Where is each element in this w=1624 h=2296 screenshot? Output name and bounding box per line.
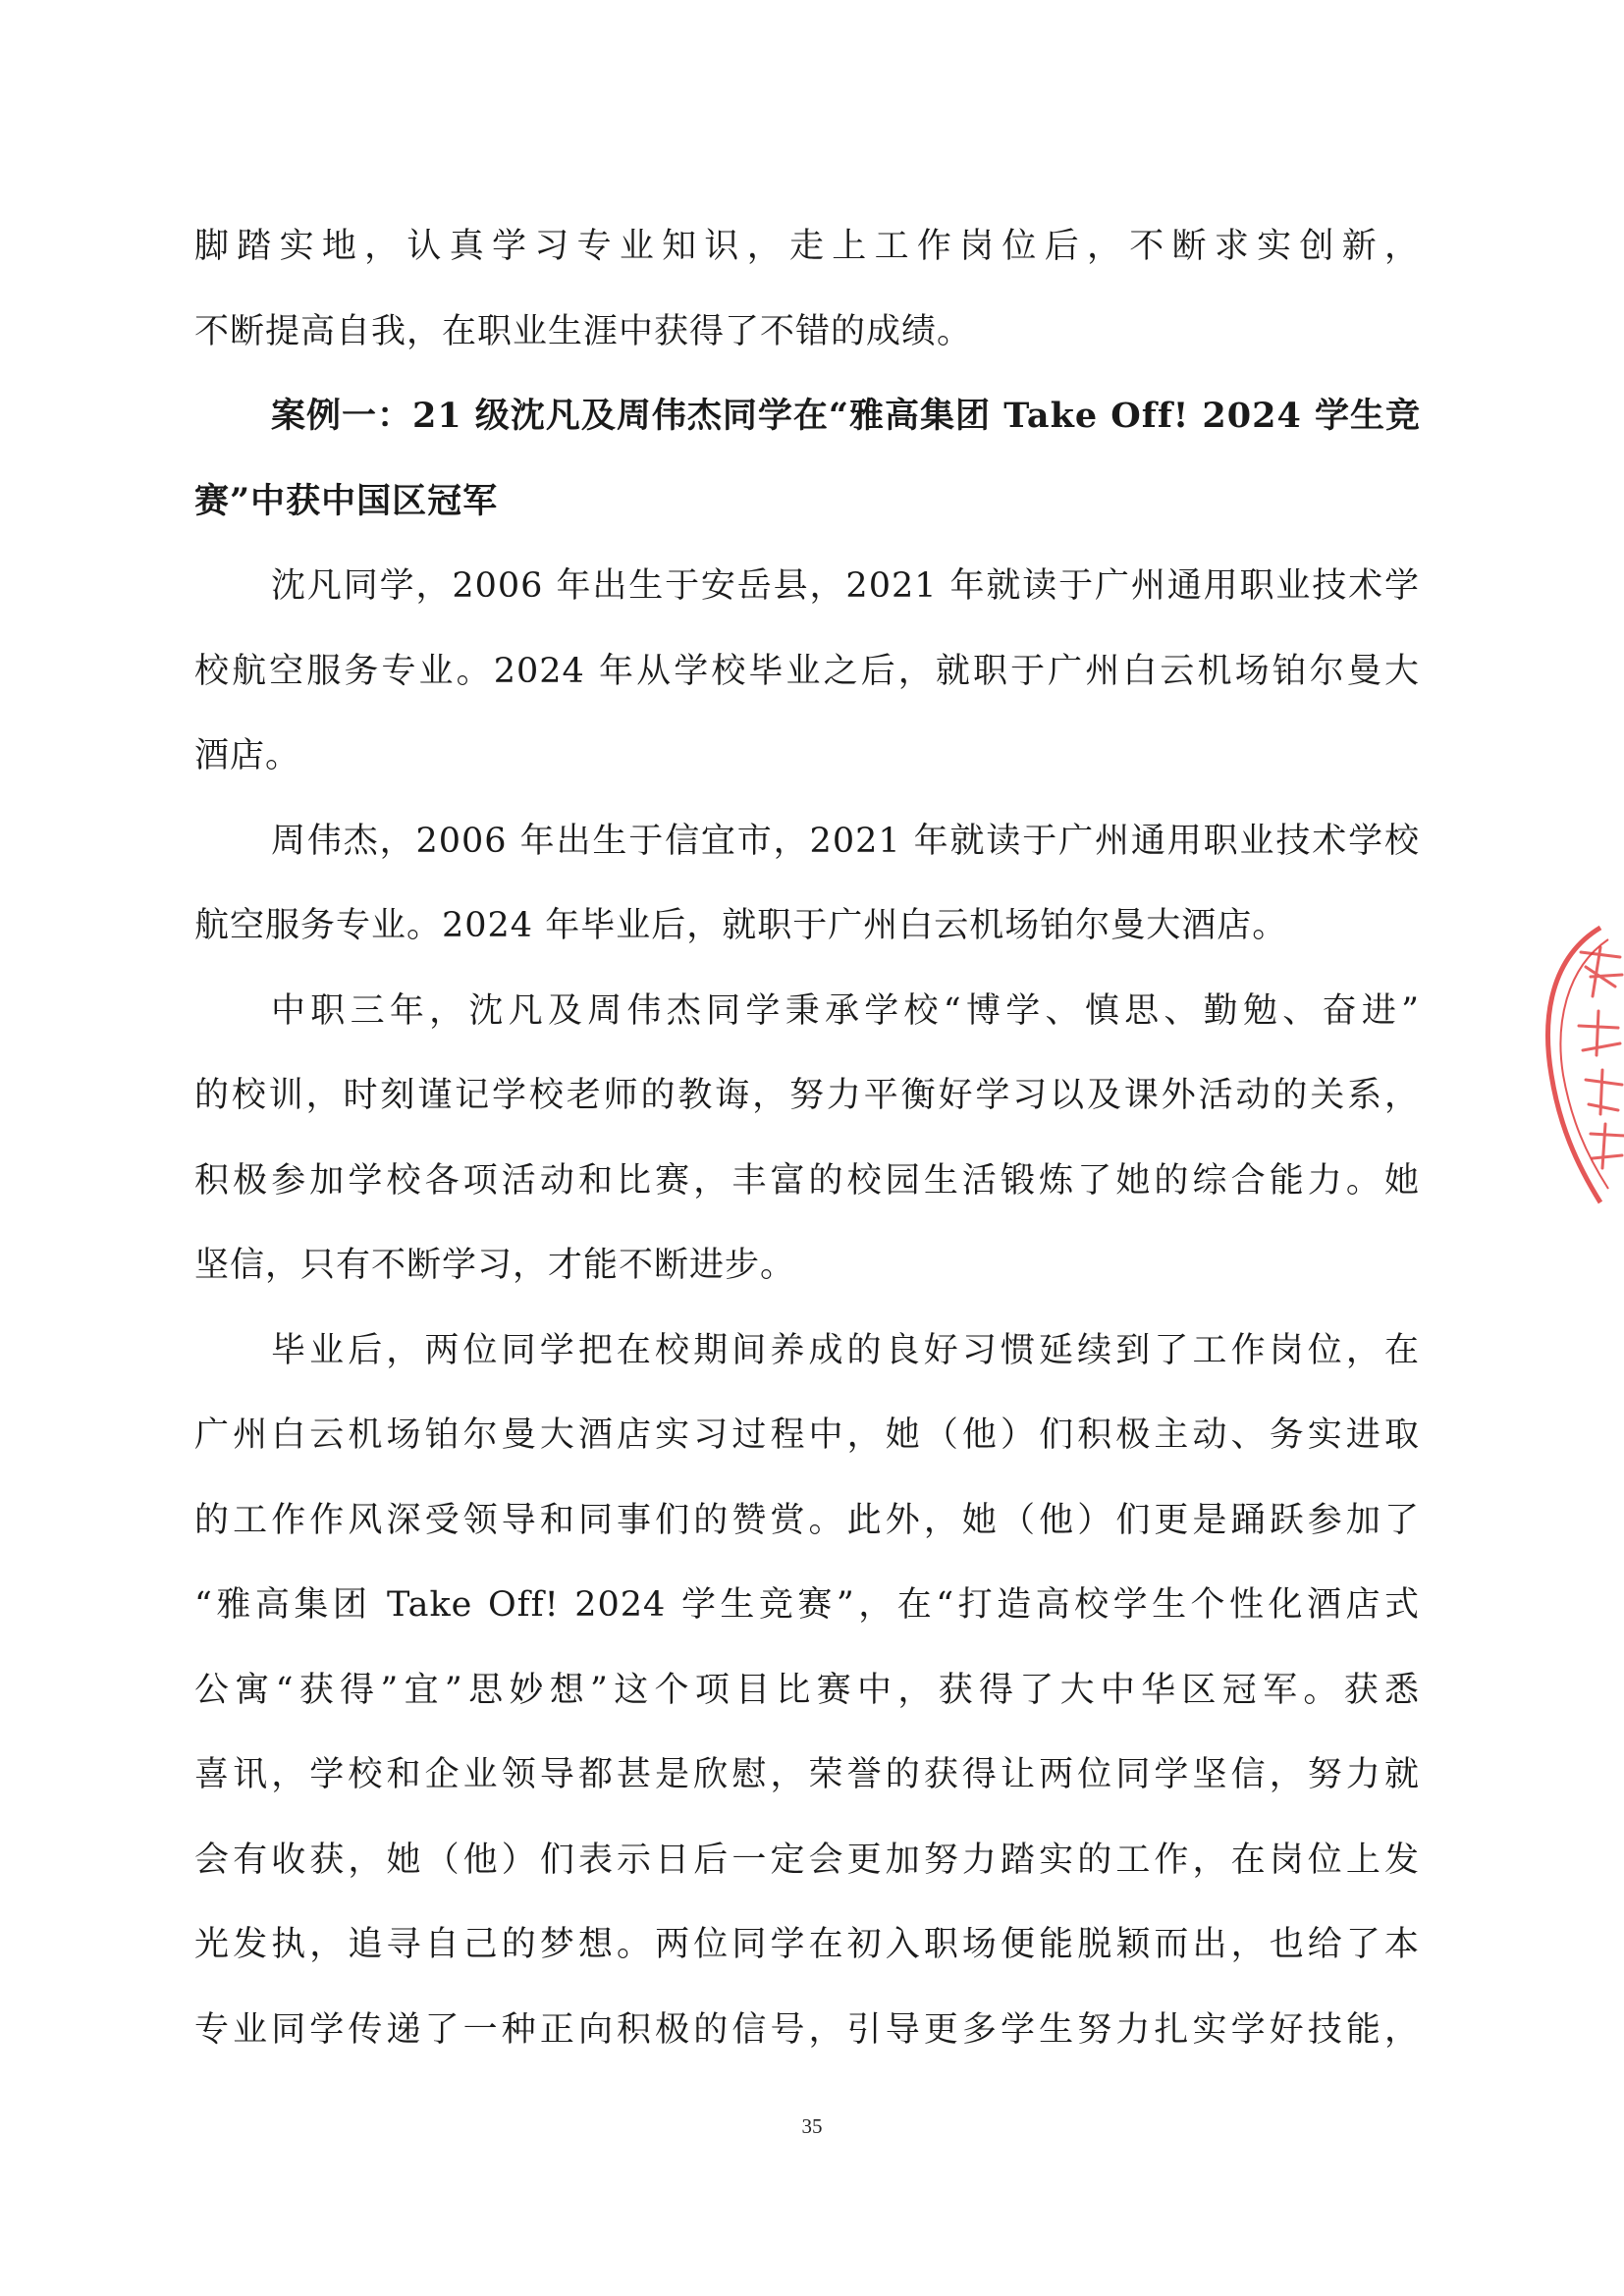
text-line: 酒店。 xyxy=(194,736,301,775)
text-line: “雅高集团 Take Off! 2024 学生竞赛”，在“打造高校学生个性化酒店式 xyxy=(194,1585,1420,1625)
text-line: 公寓“获得”宜”思妙想”这个项目比赛中，获得了大中华区冠军。获悉 xyxy=(194,1670,1420,1710)
text-line: 广州白云机场铂尔曼大酒店实习过程中，她（他）们积极主动、务实进取 xyxy=(194,1415,1420,1455)
paragraph-zhou-weijie xyxy=(194,799,1420,969)
seal-glyph-stroke xyxy=(1581,947,1622,996)
case-heading xyxy=(194,374,1420,544)
text-line: 会有收获，她（他）们表示日后一定会更加努力踏实的工作，在岗位上发 xyxy=(194,1840,1420,1880)
text-line: 专业同学传递了一种正向积极的信号，引导更多学生努力扎实学好技能， xyxy=(194,2009,1420,2050)
text-line: 脚踏实地，认真学习专业知识，走上工作岗位后，不断求实创新， xyxy=(194,227,1420,266)
heading-line: 案例一：21 级沈凡及周伟杰同学在“雅高集团 Take Off! 2024 学生竞 xyxy=(271,396,1422,436)
document-body xyxy=(194,204,1420,2072)
text-line: 的工作作风深受领导和同事们的赞赏。此外，她（他）们更是踊跃参加了 xyxy=(194,1500,1420,1540)
paragraph-shen-fan xyxy=(194,544,1420,799)
seal-glyph-stroke xyxy=(1579,1011,1620,1055)
red-seal-stamp xyxy=(1532,918,1624,1212)
text-line: 积极参加学校各项活动和比赛，丰富的校园生活锻炼了她的综合能力。她 xyxy=(194,1160,1420,1201)
text-line: 坚信，只有不断学习，才能不断进步。 xyxy=(194,1246,796,1285)
text-line: 校航空服务专业。2024 年从学校毕业之后，就职于广州白云机场铂尔曼大 xyxy=(194,651,1420,691)
text-line: 不断提高自我，在职业生涯中获得了不错的成绩。 xyxy=(194,311,973,351)
text-line: 沈凡同学，2006 年出生于安岳县，2021 年就读于广州通用职业技术学 xyxy=(271,566,1420,606)
seal-glyph-stroke xyxy=(1591,1124,1624,1168)
text-line: 航空服务专业。2024 年毕业后，就职于广州白云机场铂尔曼大酒店。 xyxy=(194,906,1288,945)
text-line: 喜讯，学校和企业领导都甚是欣慰，荣誉的获得让两位同学坚信，努力就 xyxy=(194,1755,1420,1794)
seal-glyph-stroke xyxy=(1586,1070,1622,1114)
text-line: 的校训，时刻谨记学校老师的教诲，努力平衡好学习以及课外活动的关系， xyxy=(194,1076,1420,1115)
text-line: 毕业后，两位同学把在校期间养成的良好习惯延续到了工作岗位，在 xyxy=(271,1330,1420,1370)
paragraph-after-graduation xyxy=(194,1308,1420,2073)
paragraph-school-years xyxy=(194,969,1420,1308)
text-line: 中职三年，沈凡及周伟杰同学秉承学校“博学、慎思、勤勉、奋进” xyxy=(271,990,1420,1031)
page-number: 35 xyxy=(801,2114,823,2138)
text-line: 周伟杰，2006 年出生于信宜市，2021 年就读于广州通用职业技术学校 xyxy=(271,821,1420,861)
text-line: 光发执，追寻自己的梦想。两位同学在初入职场便能脱颖而出，也给了本 xyxy=(194,1925,1420,1964)
intro-paragraph xyxy=(194,204,1420,374)
heading-line: 赛”中获中国区冠军 xyxy=(194,480,499,521)
